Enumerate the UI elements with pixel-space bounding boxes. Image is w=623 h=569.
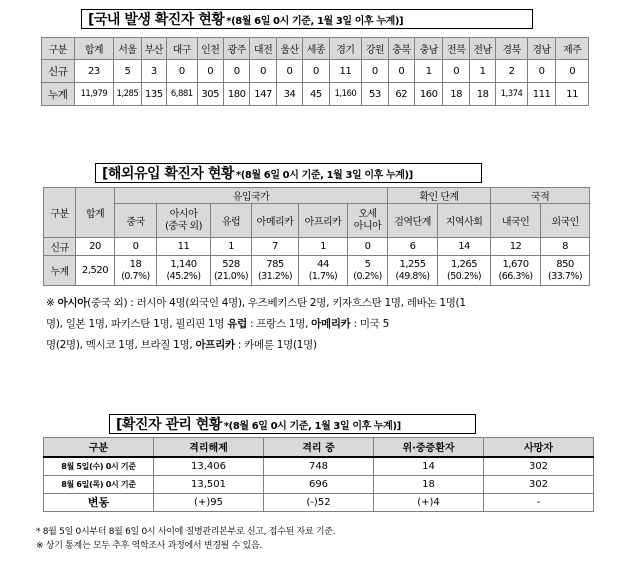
overseas-new-cell: 0	[115, 238, 157, 256]
overseas-title-main: [해외유입 확진자 현황	[102, 166, 234, 182]
domestic-cell: 18	[469, 83, 495, 106]
overseas-header-korean: 내국인	[491, 204, 541, 238]
management-row	[44, 475, 594, 493]
management-row-label: 8월 5일(수) 0시 기준	[44, 457, 154, 476]
domestic-cell: 0	[197, 60, 223, 83]
management-change-label: 변동	[44, 493, 154, 511]
overseas-cum-value: 1,255	[399, 258, 426, 270]
domestic-cell: 0	[443, 60, 469, 83]
domestic-cell: 0	[303, 60, 329, 83]
domestic-cell: 160	[415, 83, 443, 106]
domestic-row-label: 신규	[42, 60, 75, 83]
domestic-cell: 0	[276, 60, 302, 83]
domestic-cell: 53	[362, 83, 388, 106]
management-title	[109, 414, 476, 434]
overseas-cum-cell	[211, 256, 252, 286]
domestic-header-cell: 경기	[329, 38, 362, 60]
domestic-row	[42, 60, 589, 83]
overseas-cum-value: 785	[266, 258, 284, 270]
domestic-header-cell: 합계	[74, 38, 114, 60]
domestic-header-cell: 광주	[223, 38, 249, 60]
overseas-new-cell: 12	[491, 238, 541, 256]
overseas-header-america: 아메리카	[252, 204, 299, 238]
domestic-cell: 111	[527, 83, 555, 106]
footnote-1: * 8월 5일 0시부터 8월 6일 0시 사이에 질병관리본부로 신고, 접수된 자료 기준.	[36, 527, 336, 537]
domestic-cell: 180	[223, 83, 249, 106]
domestic-cell: 0	[362, 60, 388, 83]
overseas-header-gubun: 구분	[44, 188, 76, 238]
overseas-new-cell: 1	[211, 238, 252, 256]
notes-line-1: ※ 아시아(중국 외) : 러시아 4명(외국인 4명), 우즈베키스탄 2명, 키자흐스탄 1명, 레바논 1명(1	[46, 297, 466, 309]
domestic-cell: 11,979	[74, 83, 114, 106]
notes-america-head: 아메리카	[311, 318, 351, 330]
management-header-cell: 격리해제	[154, 438, 264, 457]
notes-europe-head: 유럽	[227, 318, 247, 330]
overseas-header-country-group: 유입국가	[115, 188, 388, 204]
overseas-cum-percent: (49.8%)	[395, 270, 430, 282]
overseas-cum-cell	[252, 256, 299, 286]
overseas-cum-value: 1,140	[170, 258, 197, 270]
domestic-cell: 5	[114, 60, 141, 83]
overseas-cum-percent: (66.3%)	[498, 270, 533, 282]
domestic-header-cell: 세종	[303, 38, 329, 60]
overseas-new-cell: 7	[252, 238, 299, 256]
overseas-header-quarantine: 검역단계	[388, 204, 438, 238]
domestic-cell: 1,160	[329, 83, 362, 106]
overseas-header-community: 지역사회	[438, 204, 491, 238]
management-title-main: [확진자 관리 현황	[116, 417, 222, 433]
overseas-notes	[46, 293, 578, 356]
overseas-cum-cell	[115, 256, 157, 286]
overseas-cum-cell	[388, 256, 438, 286]
domestic-title	[81, 9, 533, 29]
overseas-new-cell: 14	[438, 238, 491, 256]
domestic-cell: 6,881	[167, 83, 198, 106]
domestic-header-cell: 서울	[114, 38, 141, 60]
domestic-cell: 0	[388, 60, 414, 83]
management-row-label: 8월 6일(목) 0시 기준	[44, 475, 154, 493]
domestic-title-main: [국내 발생 확진자 현황	[88, 12, 225, 28]
management-header-cell: 격리 중	[264, 438, 374, 457]
domestic-header-cell: 전남	[469, 38, 495, 60]
domestic-header-cell: 제주	[556, 38, 589, 60]
overseas-cum-cell	[541, 256, 590, 286]
domestic-cell: 0	[250, 60, 276, 83]
domestic-table	[41, 37, 589, 106]
overseas-header-africa: 아프리카	[299, 204, 348, 238]
overseas-cum-value: 1,265	[450, 258, 478, 270]
management-table	[43, 437, 594, 512]
management-cell: 302	[484, 475, 594, 493]
management-cell: 13,406	[154, 457, 264, 476]
overseas-header-europe: 유럽	[211, 204, 252, 238]
overseas-cum-value: 5	[364, 258, 371, 270]
domestic-cell: 135	[141, 83, 166, 106]
domestic-header-cell: 인천	[197, 38, 223, 60]
overseas-title-sub: *(8월 6일 0시 기준, 1월 3일 이후 누계)]	[235, 169, 413, 181]
domestic-header-cell: 대구	[167, 38, 198, 60]
management-cell: 14	[374, 457, 484, 476]
domestic-cell: 62	[388, 83, 414, 106]
management-cell: 696	[264, 475, 374, 493]
overseas-new-cell: 20	[76, 238, 115, 256]
domestic-cell: 3	[141, 60, 166, 83]
domestic-title-sub: *(8월 6일 0시 기준, 1월 3일 이후 누계)]	[226, 15, 404, 27]
management-cell: 13,501	[154, 475, 264, 493]
overseas-table	[43, 187, 590, 286]
overseas-header-oceania: 오세 아니아	[348, 204, 388, 238]
domestic-cell: 147	[250, 83, 276, 106]
domestic-cell: 34	[276, 83, 302, 106]
domestic-header-cell: 울산	[276, 38, 302, 60]
footnote-2: ※ 상기 통계는 모두 추후 역학조사 과정에서 변경될 수 있음.	[36, 541, 262, 551]
domestic-cell: 23	[74, 60, 114, 83]
notes-line-3: 명(2명), 멕시코 1명, 브라질 1명, 아프리카 : 카메룬 1명(1명)	[46, 339, 317, 351]
overseas-cum-percent: (33.7%)	[548, 270, 583, 282]
overseas-cum-cell	[348, 256, 388, 286]
domestic-cell: 0	[556, 60, 589, 83]
overseas-cum-value: 1,670	[502, 258, 529, 270]
management-change-cell: -	[484, 493, 594, 511]
domestic-header-cell: 전북	[443, 38, 469, 60]
management-cell: 748	[264, 457, 374, 476]
management-header-cell: 사망자	[484, 438, 594, 457]
overseas-new-cell: 11	[157, 238, 211, 256]
overseas-header-asia: 아시아 (중국 외)	[157, 204, 211, 238]
notes-line-2: 명), 일본 1명, 파키스탄 1명, 필리핀 1명 유럽 : 프랑스 1명, 아메리카 : 미국 5	[46, 318, 389, 330]
overseas-cum-value: 528	[222, 258, 240, 270]
overseas-header-confirm-group: 확인 단계	[388, 188, 491, 204]
management-cell: 302	[484, 457, 594, 476]
domestic-header-cell: 경북	[496, 38, 528, 60]
overseas-cum-cell	[438, 256, 491, 286]
management-change-row	[44, 493, 594, 511]
overseas-cum-cell	[491, 256, 541, 286]
domestic-header-cell: 경남	[527, 38, 555, 60]
overseas-cum-percent: (21.0%)	[213, 270, 249, 282]
domestic-header-cell: 충북	[388, 38, 414, 60]
domestic-cell: 0	[167, 60, 198, 83]
overseas-new-label: 신규	[44, 238, 76, 256]
notes-africa-head: 아프리카	[195, 339, 235, 351]
domestic-cell: 1,374	[496, 83, 528, 106]
management-row	[44, 457, 594, 476]
management-title-sub: *(8월 6일 0시 기준, 1월 3일 이후 누계)]	[223, 420, 401, 432]
management-header-cell: 구분	[44, 438, 154, 457]
domestic-cell: 18	[443, 83, 469, 106]
overseas-new-cell: 1	[299, 238, 348, 256]
overseas-new-cell: 8	[541, 238, 590, 256]
overseas-new-cell: 0	[348, 238, 388, 256]
overseas-new-cell: 6	[388, 238, 438, 256]
overseas-cum-value: 44	[317, 258, 329, 270]
domestic-header-cell: 충남	[415, 38, 443, 60]
overseas-cum-percent: (0.2%)	[353, 270, 382, 282]
domestic-cell: 2	[496, 60, 528, 83]
management-change-cell: (+)4	[374, 493, 484, 511]
overseas-cum-percent: (0.7%)	[121, 270, 150, 282]
overseas-cum-percent: (31.2%)	[257, 270, 293, 282]
domestic-row	[42, 83, 589, 106]
domestic-header-cell: 구분	[42, 38, 75, 60]
overseas-cum-value: 18	[129, 258, 142, 270]
management-change-cell: (-)52	[264, 493, 374, 511]
overseas-header-total: 합계	[76, 188, 115, 238]
domestic-cell: 1	[415, 60, 443, 83]
domestic-cell: 11	[329, 60, 362, 83]
overseas-cum-value: 850	[556, 258, 574, 270]
overseas-cum-percent: (50.2%)	[447, 270, 482, 282]
domestic-header-cell: 대전	[250, 38, 276, 60]
domestic-cell: 1	[469, 60, 495, 83]
overseas-cum-cell	[299, 256, 348, 286]
overseas-cum-label: 누계	[44, 256, 76, 286]
overseas-cum-total: 2,520	[76, 256, 115, 286]
domestic-cell: 45	[303, 83, 329, 106]
management-cell: 18	[374, 475, 484, 493]
overseas-cum-percent: (45.2%)	[166, 270, 201, 282]
notes-asia-head: 아시아	[57, 297, 88, 309]
domestic-cell: 0	[223, 60, 249, 83]
domestic-cell: 11	[556, 83, 589, 106]
management-header-cell: 위·중증환자	[374, 438, 484, 457]
domestic-cell: 0	[527, 60, 555, 83]
overseas-title	[95, 163, 482, 183]
management-change-cell: (+)95	[154, 493, 264, 511]
overseas-cum-percent: (1.7%)	[308, 270, 338, 282]
overseas-header-foreigner: 외국인	[541, 204, 590, 238]
domestic-cell: 305	[197, 83, 223, 106]
overseas-cum-cell	[157, 256, 211, 286]
overseas-header-nationality-group: 국적	[491, 188, 590, 204]
domestic-cell: 1,285	[114, 83, 141, 106]
domestic-row-label: 누계	[42, 83, 75, 106]
overseas-header-china: 중국	[115, 204, 157, 238]
domestic-header-cell: 강원	[362, 38, 388, 60]
domestic-header-cell: 부산	[141, 38, 166, 60]
